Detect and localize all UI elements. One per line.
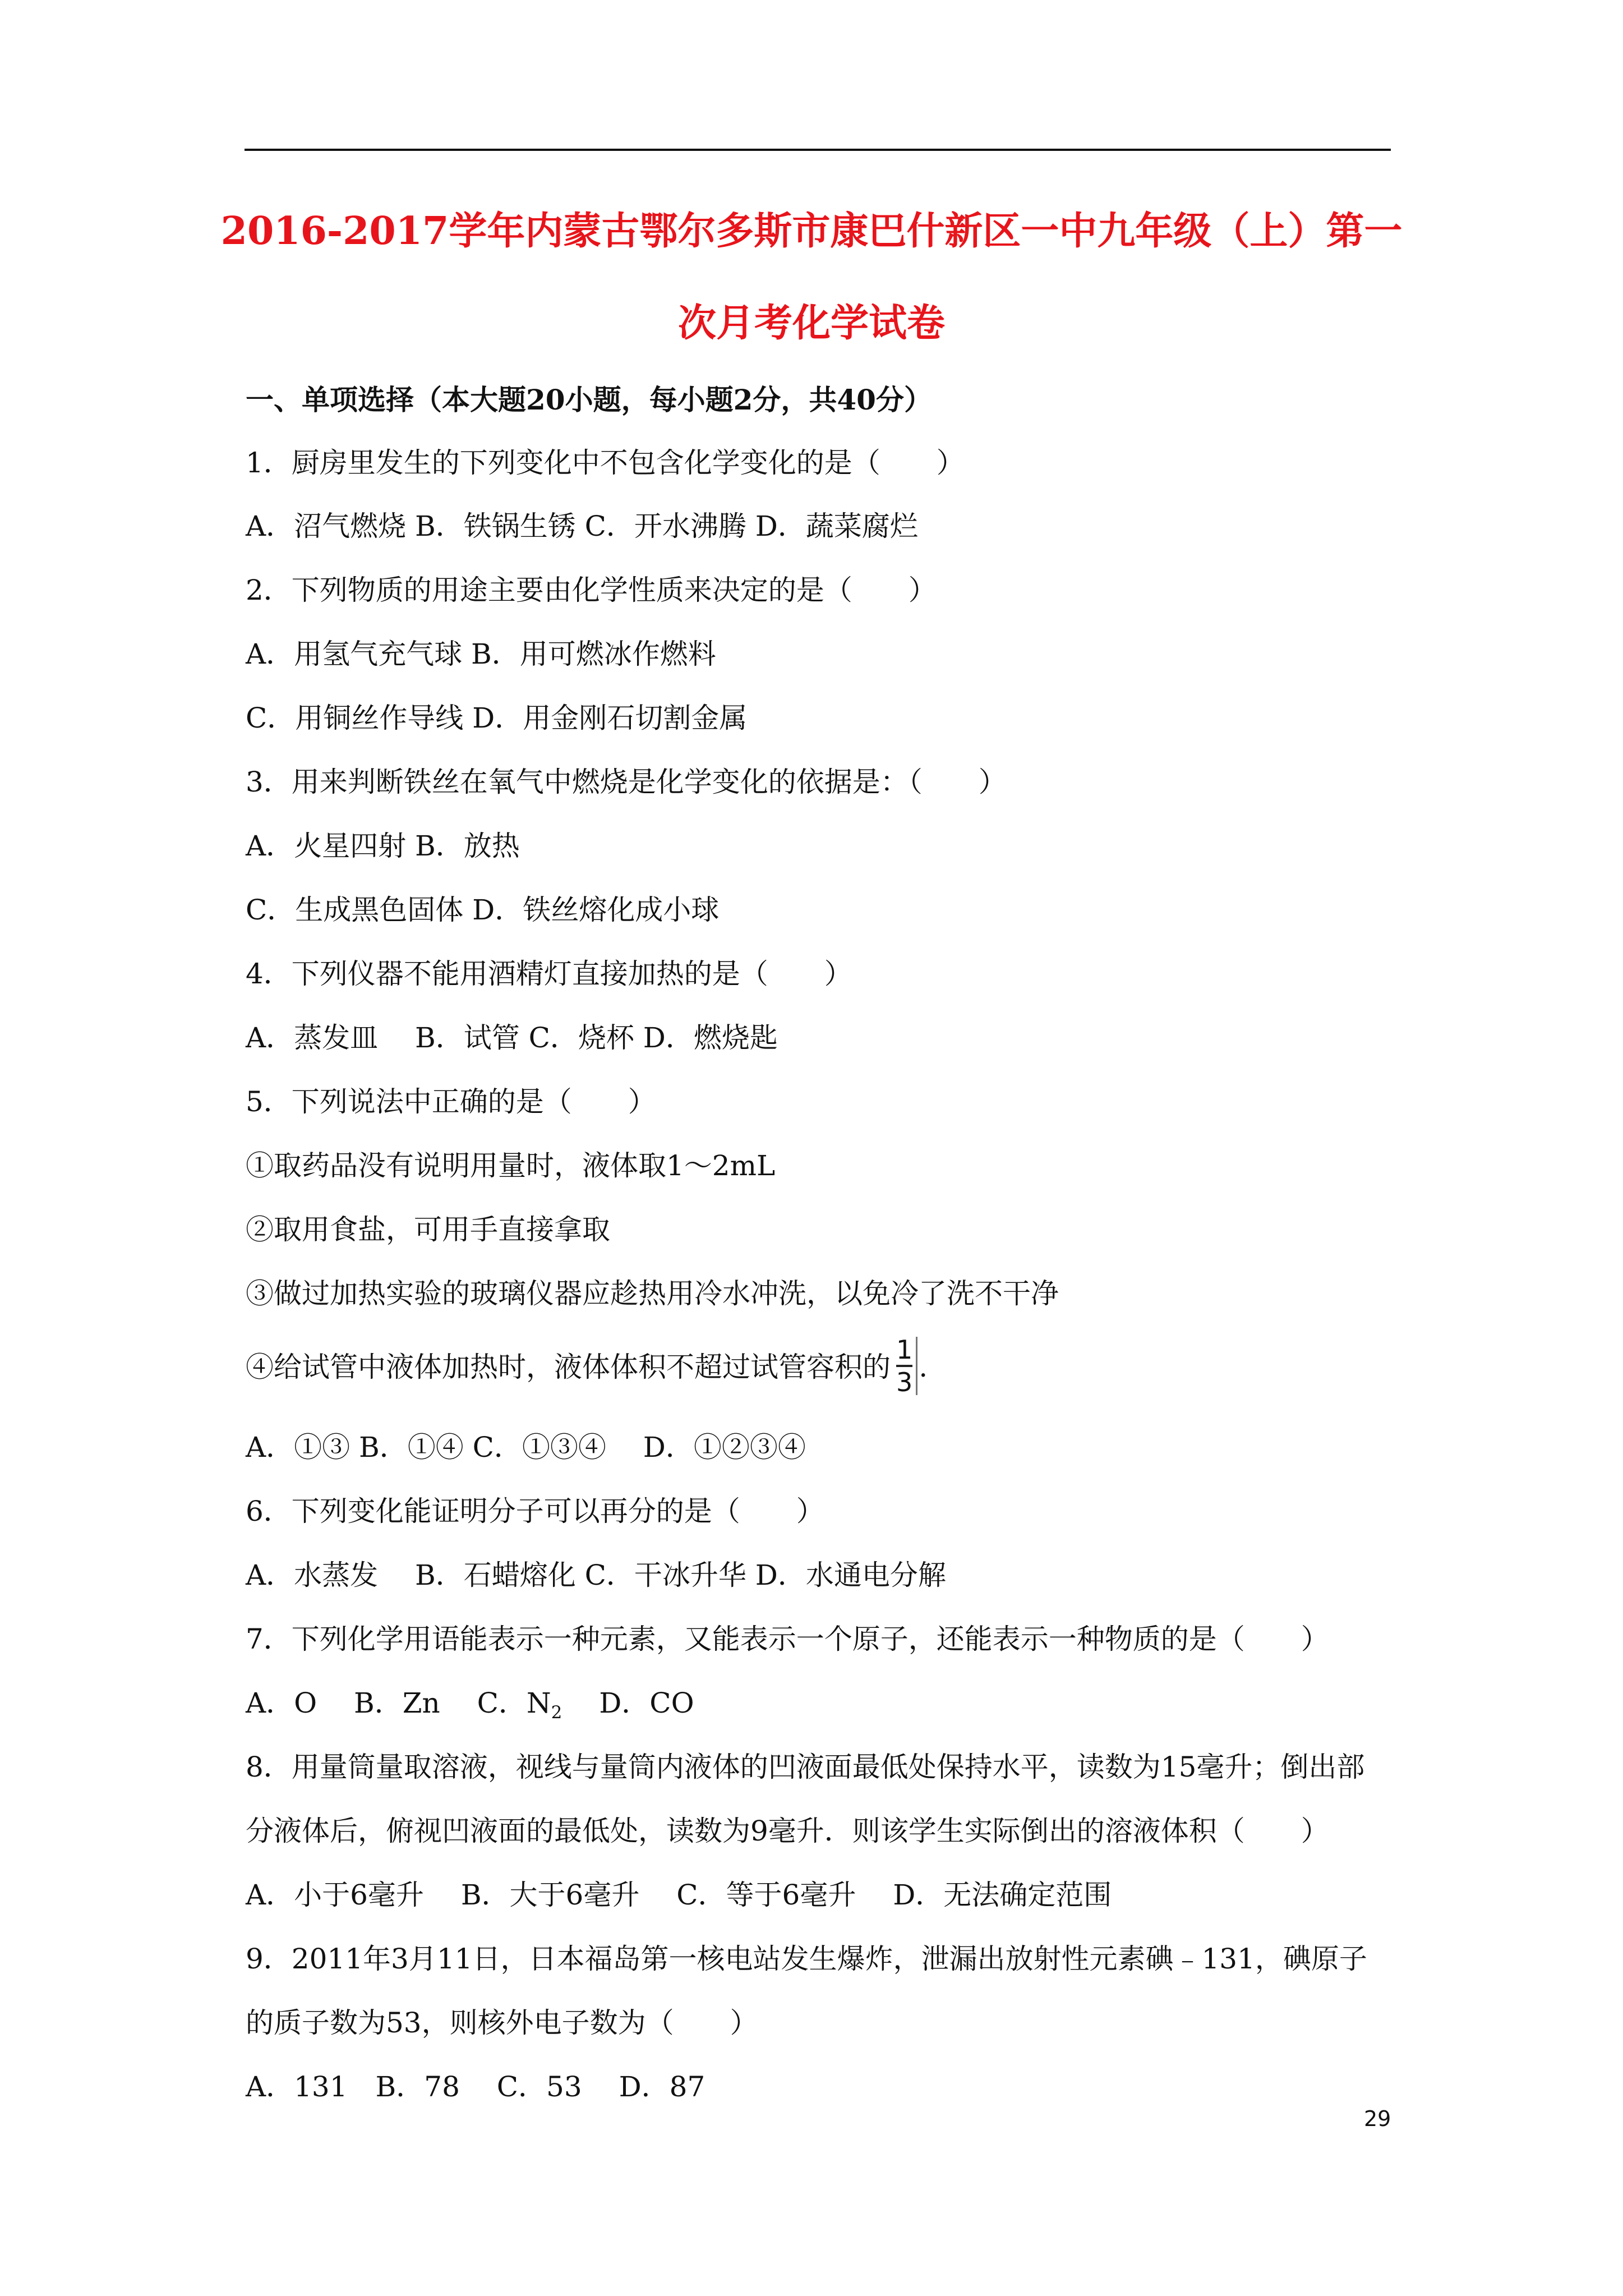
- question-9-stem-line-2: 的质子数为53，则核外电子数为（ ）: [246, 2007, 758, 2039]
- question-5-stem: 5．下列说法中正确的是（ ）: [246, 1085, 656, 1118]
- n2-subscript: 2: [551, 1703, 562, 1723]
- question-2-stem: 2．下列物质的用途主要由化学性质来决定的是（ ）: [246, 574, 937, 606]
- question-8-stem-line-2: 分液体后，俯视凹液面的最低处，读数为9毫升．则该学生实际倒出的溶液体积（ ）: [246, 1815, 1329, 1847]
- question-5-statement-1: ①取药品没有说明用量时，液体取1～2mL: [246, 1149, 776, 1182]
- question-1-stem: 1．厨房里发生的下列变化中不包含化学变化的是（ ）: [246, 447, 965, 479]
- fraction-numerator: 1: [896, 1337, 912, 1367]
- statement-4-period: .: [919, 1351, 928, 1383]
- question-9-options: A．131 B．78 C．53 D．87: [246, 2070, 706, 2103]
- question-4-stem: 4．下列仪器不能用酒精灯直接加热的是（ ）: [246, 958, 852, 990]
- fraction-denominator: 3: [896, 1367, 913, 1397]
- question-3-stem: 3．用来判断铁丝在氧气中燃烧是化学变化的依据是：（ ）: [246, 766, 1007, 798]
- question-7-stem: 7．下列化学用语能表示一种元素，又能表示一个原子，还能表示一种物质的是（ ）: [246, 1623, 1329, 1655]
- exam-title-line-1: 2016-2017学年内蒙古鄂尔多斯市康巴什新区一中九年级（上）第一: [220, 209, 1403, 254]
- question-5-options: A．①③ B．①④ C．①③④ D．①②③④: [246, 1431, 806, 1464]
- question-2-options-row-2: C．用铜丝作导线 D．用金刚石切割金属: [246, 702, 748, 734]
- section-heading: 一、单项选择（本大题20小题，每小题2分，共40分）: [246, 383, 932, 416]
- fraction-one-third: [894, 1337, 917, 1395]
- statement-4-text: ④给试管中液体加热时，液体体积不超过试管容积的: [246, 1351, 891, 1383]
- header-rule: [245, 149, 1391, 151]
- question-8-stem-line-1: 8．用量筒量取溶液，视线与量筒内液体的凹液面最低处保持水平，读数为15毫升；倒出部: [246, 1751, 1365, 1783]
- q7-options-part-b: D．CO: [562, 1687, 694, 1719]
- question-9-stem-line-1: 9．2011年3月11日，日本福岛第一核电站发生爆炸，泄漏出放射性元素碘﹣131，碘原子: [246, 1943, 1367, 1975]
- question-8-options: A．小于6毫升 B．大于6毫升 C．等于6毫升 D．无法确定范围: [246, 1879, 1112, 1911]
- question-6-options: A．水蒸发 B．石蜡熔化 C．干冰升华 D．水通电分解: [246, 1559, 946, 1591]
- page-number: 29: [1364, 2106, 1391, 2131]
- question-5-statement-2: ②取用食盐，可用手直接拿取: [246, 1213, 610, 1246]
- question-4-options: A．蒸发皿 B．试管 C．烧杯 D．燃烧匙: [246, 1022, 778, 1054]
- question-3-options-row-1: A．火星四射 B．放热: [246, 830, 520, 862]
- q7-options-part-a: A．O B．Zn C．N: [246, 1687, 551, 1719]
- question-3-options-row-2: C．生成黑色固体 D．铁丝熔化成小球: [246, 894, 720, 926]
- question-1-options: A．沼气燃烧 B．铁锅生锈 C．开水沸腾 D．蔬菜腐烂: [246, 510, 918, 542]
- question-5-statement-4: [246, 1335, 928, 1397]
- exam-title-line-2: 次月考化学试卷: [677, 301, 945, 346]
- question-2-options-row-1: A．用氢气充气球 B．用可燃冰作燃料: [246, 638, 716, 670]
- question-7-options: [246, 1687, 694, 1723]
- question-5-statement-3: ③做过加热实验的玻璃仪器应趁热用冷水冲洗，以免冷了洗不干净: [246, 1277, 1059, 1310]
- question-6-stem: 6．下列变化能证明分子可以再分的是（ ）: [246, 1495, 824, 1527]
